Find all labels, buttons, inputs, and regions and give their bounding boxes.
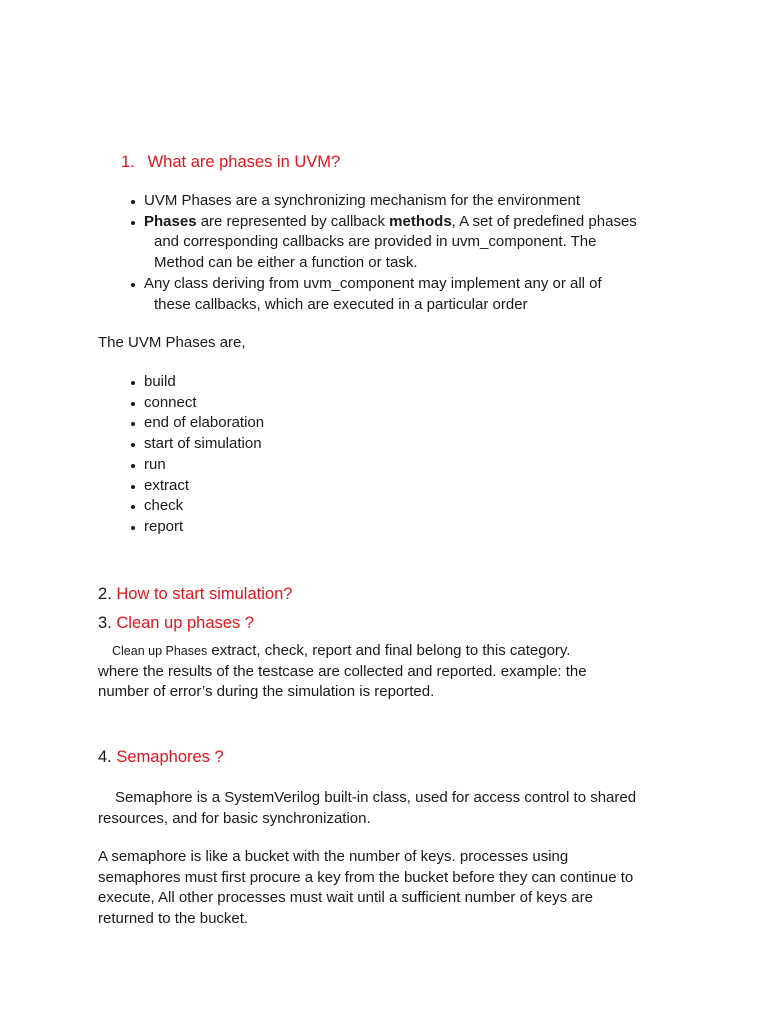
question-4-title: Semaphores ? [116, 748, 224, 766]
question-2-number: 2. [98, 585, 112, 603]
list-item: connect [131, 393, 264, 414]
question-2-heading [98, 585, 292, 604]
cleanup-paragraph: Clean up Phases extract, check, report and final belong to this category. where the results of the testcase are collected and reported. example: the number of error’s during the simulation is reported. [98, 642, 587, 701]
list-item: Any class deriving from uvm_component may implement any or all of these callbacks, which are executed in a particular order [131, 274, 691, 315]
list-item: Phases are represented by callback methods, A set of predefined phases and corresponding callbacks are provided in uvm_component. The Method can be either a function or task. [131, 212, 691, 274]
phases-definition-list [131, 191, 691, 315]
question-1-heading [121, 153, 340, 172]
list-item: report [131, 517, 264, 538]
list-item: end of elaboration [131, 413, 264, 434]
question-3-number: 3. [98, 614, 112, 632]
question-1-title: What are phases in UVM? [147, 153, 341, 171]
phases-intro: The UVM Phases are, [98, 334, 246, 351]
question-3-title: Clean up phases ? [116, 614, 254, 632]
cleanup-label: Clean up Phases [112, 644, 208, 658]
phases-list [131, 372, 264, 538]
question-3-heading [98, 614, 254, 633]
list-item: check [131, 496, 264, 517]
list-item: start of simulation [131, 434, 264, 455]
list-item: UVM Phases are a synchronizing mechanism for the environment [131, 191, 691, 212]
question-4-number: 4. [98, 748, 112, 766]
question-4-heading [98, 748, 224, 767]
question-2-title: How to start simulation? [116, 585, 293, 603]
list-item: extract [131, 476, 264, 497]
question-1-number: 1. [121, 153, 135, 171]
semaphore-paragraph-1: Semaphore is a SystemVerilog built-in class, used for access control to shared resources, and for basic synchronization. [98, 789, 637, 827]
list-item: run [131, 455, 264, 476]
semaphore-paragraph-2: A semaphore is like a bucket with the number of keys. processes using semaphores must first procure a key from the bucket before they can continue to execute, All other processes must wait until a sufficient number of keys are returned to the bucket. [98, 848, 634, 928]
list-item: build [131, 372, 264, 393]
